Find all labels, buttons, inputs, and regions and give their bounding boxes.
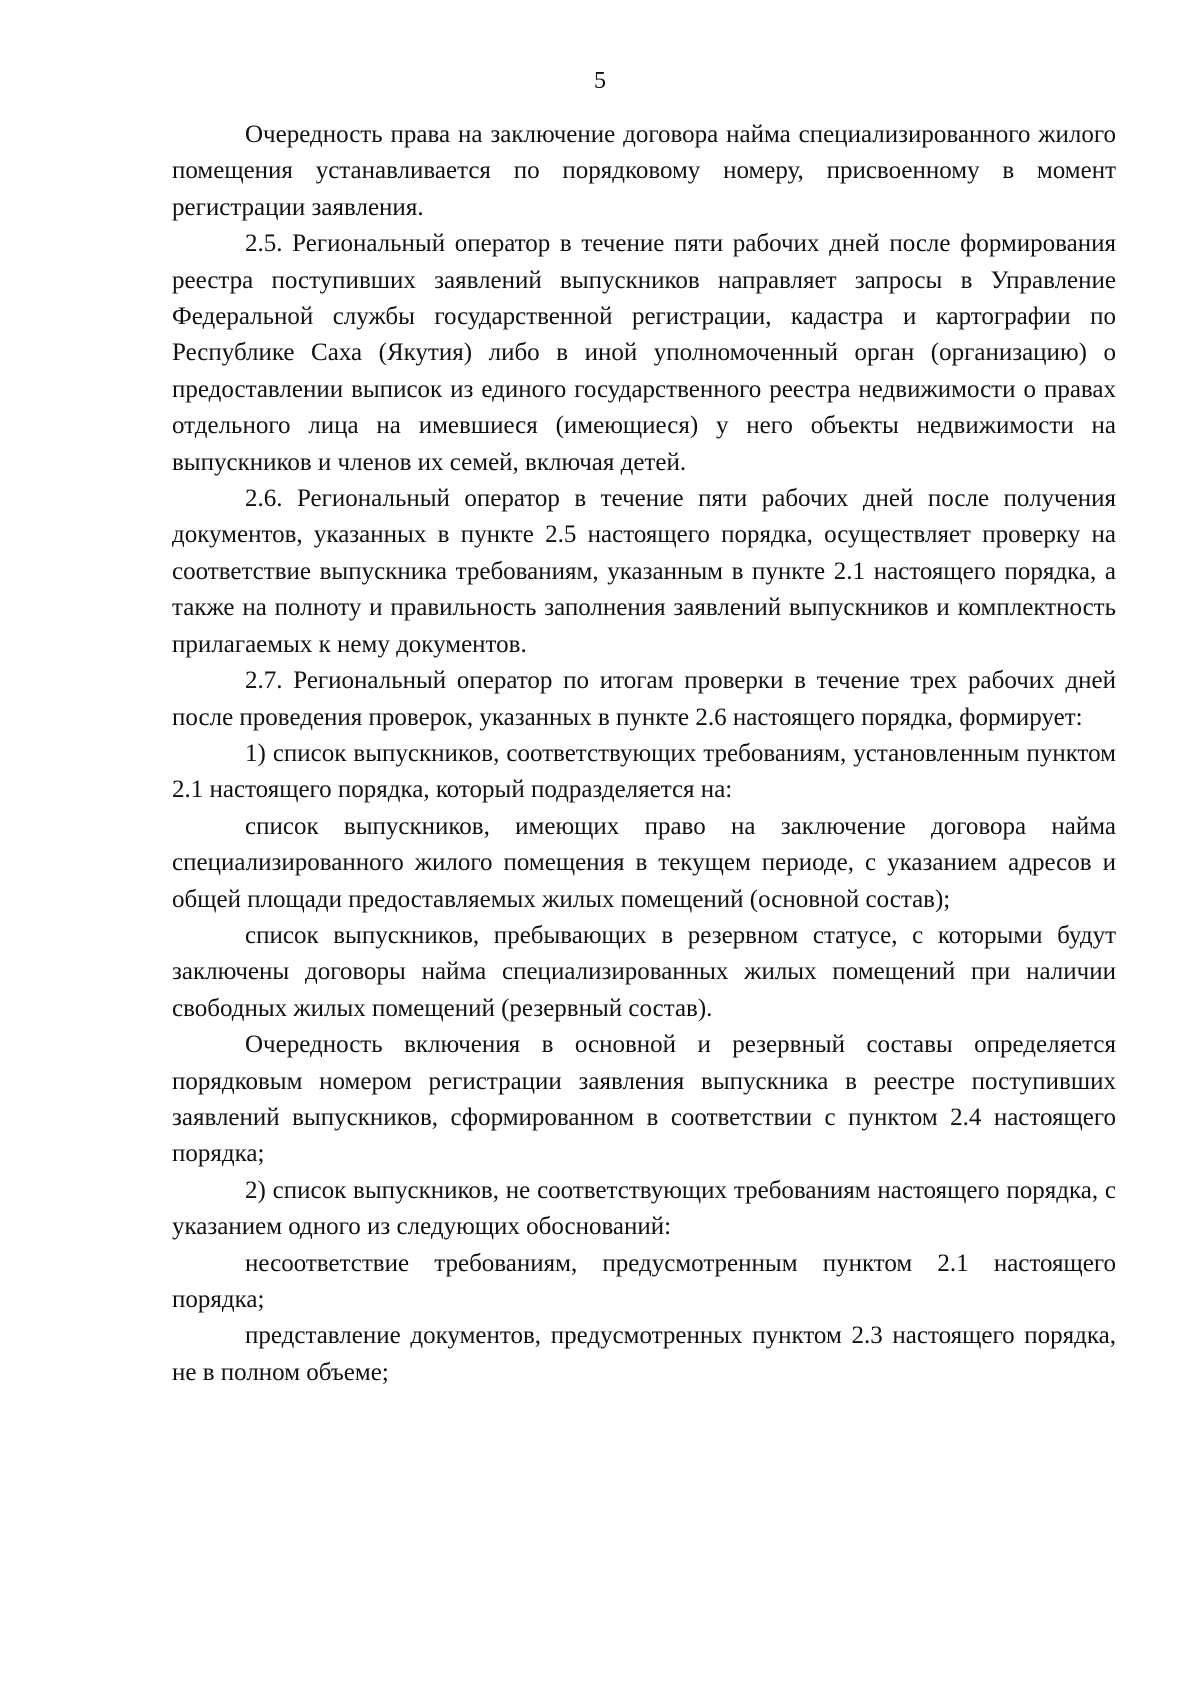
list-item-2: 2) список выпускников, не соответствующих требованиям настоящего порядка, с указанием одного из следующих обоснований:: [172, 1176, 1116, 1241]
paragraph: Очередность права на заключение договора найма специализированного жилого помещения устанавливается по порядковому номеру, присвоенному в момент регистрации заявления.: [172, 121, 1116, 221]
document-body: [172, 117, 1116, 1391]
list-item-1: 1) список выпускников, соответствующих требованиям, установленным пунктом 2.1 настоящего порядка, который подразделяется на:: [172, 739, 1116, 804]
list-subitem-noncompliance: несоответствие требованиям, предусмотренным пунктом 2.1 настоящего порядка;: [172, 1249, 1116, 1313]
list-subitem-main: список выпускников, имеющих право на заключение договора найма специализированного жилого помещения в текущем периоде, с указанием адресов и общей площади предоставляемых жилых помещений (основной состав);: [172, 812, 1116, 913]
paragraph-2-5: 2.5. Региональный оператор в течение пяти рабочих дней после формирования реестра поступивших заявлений выпускников направляет запросы в Управление Федеральной службы государственной регистрации, кадастра и картографии по Республике Саха (Якутия) либо в иной уполномоченный орган (организацию) о предоставлении выписок из единого государственного реестра недвижимости о правах отдельного лица на имевшиеся (имеющиеся) у него объекты недвижимости на выпускников и членов их семей, включая детей.: [172, 230, 1116, 476]
page-number: 5: [594, 68, 606, 94]
paragraph-2-6: 2.6. Региональный оператор в течение пяти рабочих дней после получения документов, указанных в пункте 2.5 настоящего порядка, осуществляет проверку на соответствие выпускника требованиям, указанным в пункте 2.1 настоящего порядка, а также на полноту и правильность заполнения заявлений выпускников и комплектность прилагаемых к нему документов.: [172, 485, 1116, 658]
list-subitem-reserve: список выпускников, пребывающих в резервном статусе, с которыми будут заключены договоры найма специализированных жилых помещений при наличии свободных жилых помещений (резервный состав).: [172, 921, 1116, 1022]
list-subitem-incomplete: представление документов, предусмотренных пунктом 2.3 настоящего порядка, не в полном объеме;: [172, 1322, 1116, 1386]
paragraph-priority: Очередность включения в основной и резервный составы определяется порядковым номером регистрации заявления выпускника в реестре поступивших заявлений выпускников, сформированном в соответствии с пунктом 2.4 настоящего порядка;: [172, 1031, 1116, 1168]
paragraph-2-7: 2.7. Региональный оператор по итогам проверки в течение трех рабочих дней после проведения проверок, указанных в пункте 2.6 настоящего порядка, формирует:: [172, 667, 1116, 731]
